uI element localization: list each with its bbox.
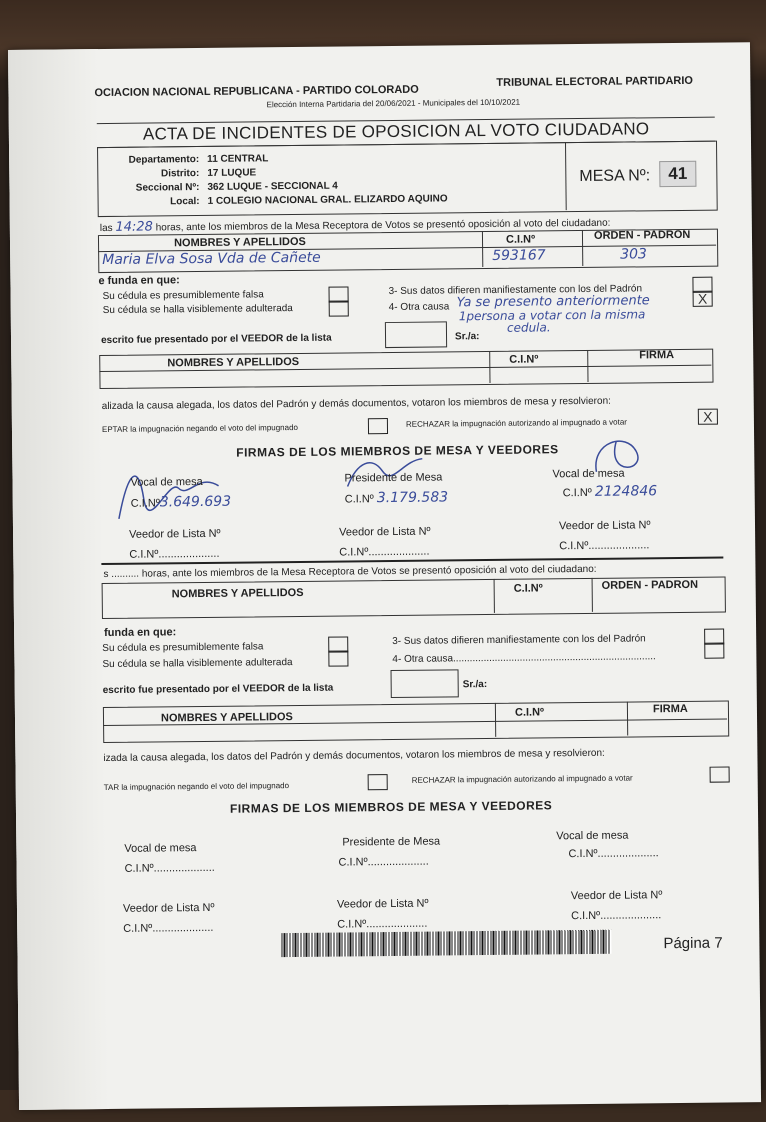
other-cause-line3: cedula. (506, 320, 551, 335)
other-cause-line1: Ya se presento anteriormente (456, 293, 650, 311)
page-number: Página 7 (663, 934, 723, 953)
rechazar-checkbox[interactable]: X (698, 409, 718, 425)
mesa-label: MESA Nº: (579, 167, 651, 186)
reason4-checkbox[interactable]: X (693, 291, 713, 307)
aceptar-checkbox[interactable] (368, 418, 388, 434)
incident1-orden: 303 (620, 246, 647, 263)
vocal1-ci: 3.649.693 (159, 493, 232, 511)
departamento-value: 11 CENTRAL (207, 153, 269, 165)
tribunal-name: TRIBUNAL ELECTORAL PARTIDARIO (496, 74, 694, 89)
org-name: OCIACION NACIONAL REPUBLICANA - PARTIDO COLORADO (94, 83, 419, 100)
aceptar-checkbox-2[interactable] (368, 774, 388, 790)
reason2-checkbox[interactable] (329, 300, 349, 316)
rechazar-checkbox-2[interactable] (710, 766, 730, 782)
mesa-number: 41 (659, 161, 696, 187)
incident1-ci: 593167 (492, 247, 546, 264)
barcode (281, 930, 611, 957)
election-subtitle: Elección Interna Partidaria del 20/06/2021 - Municipales del 10/10/2021 (266, 97, 521, 110)
veedor-list-field[interactable] (385, 321, 447, 348)
incident1-time: 14:28 (115, 219, 153, 235)
document-title: ACTA DE INCIDENTES DE OPOSICION AL VOTO CIUDADANO (142, 119, 650, 144)
other-cause-line2: 1persona a votar con la misma (458, 307, 646, 324)
document-page: OCIACION NACIONAL REPUBLICANA - PARTIDO COLORADO TRIBUNAL ELECTORAL PARTIDARIO Elección Interna Partidaria del 20/06/2021 - Municipales del 10/10/2021 ACTA DE INCIDENTES DE OPOSICION AL VOTO CIUDADANO Departamento: 11 CENTRAL Distrito: 17 LUQUE Seccional Nº: 362 LUQUE - SECCIONAL 4 Local: 1 COLEGIO NACIONAL GRAL. ELIZARDO AQUINO MESA Nº: 41 las 14:28 horas, ante los miembros de la Mesa Receptora de Votos se presentó oposición al voto del ciudadano: NOMBRES Y APELLIDOS C.I.Nº ORDEN - PADRON Maria Elva Sosa Vda de Cañete 593167 303 e funda en que: Su cédula es presumiblemente falsa Su cédula se halla visiblemente adulterada 3- Sus datos difieren manifiestamente con los del Padrón 4- Otra causa Ya se presento anteriormente 1persona a votar con la misma cedula. X escrito fue presentado por el VEEDOR de la lista Sr./a: NOMBRES Y APELLIDOS C.I.Nº FIRMA alizada la causa alegada, los datos del Padrón y demás documentos, votaron los miembros de mesa y resolvieron: EPTAR la impugnación negando el voto del impugnado RECHAZAR la impugnación autorizando al impugnado a votar X FIRMAS DE LOS MIEMBROS DE MESA Y VEEDORES Vocal de mesa C.I.Nº3.649.693 Presidente de Mesa C.I.Nº 3.179.583 Vocal de mesa C.I.Nº 2124846 Veedor de Lista Nº C.I.Nº.................... Veedor de Lista Nº C.I.Nº.................... Veedor de Lista Nº C.I.Nº.................... s .......... horas, ante los miembros de la Mesa Receptora de Votos se presentó oposición al voto del ciudadano: NOMBRES Y APELLIDOS C.I.Nº ORDEN - PADRON funda en que: Su cédula es presumiblemente falsa Su cédula se halla visiblemente adulterada 3- Sus datos difieren manifiestamente con los del Padrón 4- Otra causa......................................................................... escrito fue presentado por el VEEDOR de la lista Sr./a: NOMBRES Y APELLIDOS C.I.Nº FIRMA izada la causa alegada, los datos del Padrón y demás documentos, votaron los miembros de mesa y resolvieron: TAR la impugnación negando el voto del impugnado RECHAZAR la impugnación autorizando al impugnado a votar FIRMAS DE LOS MIEMBROS DE MESA Y VEEDORES Vocal de mesa C.I.Nº.................... Presidente de Mesa C.I.Nº.................... Vocal de mesa C.I.Nº.................... Veedor de Lista Nº C.I.Nº.................... Veedor de Lista Nº C.I.Nº.................... Veedor de Lista Nº C.I.Nº.................... Página 7 (8, 42, 761, 1110)
reason2-checkbox-2[interactable] (328, 650, 348, 666)
local-value: 1 COLEGIO NACIONAL GRAL. ELIZARDO AQUINO (207, 193, 448, 207)
veedor-list-field-2[interactable] (391, 669, 459, 698)
incident1-name: Maria Elva Sosa Vda de Cañete (102, 249, 321, 269)
firmas-title-2: FIRMAS DE LOS MIEMBROS DE MESA Y VEEDORES (229, 798, 553, 816)
vocal2-ci: 2124846 (594, 483, 658, 500)
distrito-value: 17 LUQUE (207, 167, 257, 179)
presidente-ci: 3.179.583 (376, 489, 449, 507)
seccional-value: 362 LUQUE - SECCIONAL 4 (207, 180, 338, 193)
firmas-title: FIRMAS DE LOS MIEMBROS DE MESA Y VEEDORES (236, 442, 559, 460)
reason4-checkbox-2[interactable] (704, 643, 724, 659)
